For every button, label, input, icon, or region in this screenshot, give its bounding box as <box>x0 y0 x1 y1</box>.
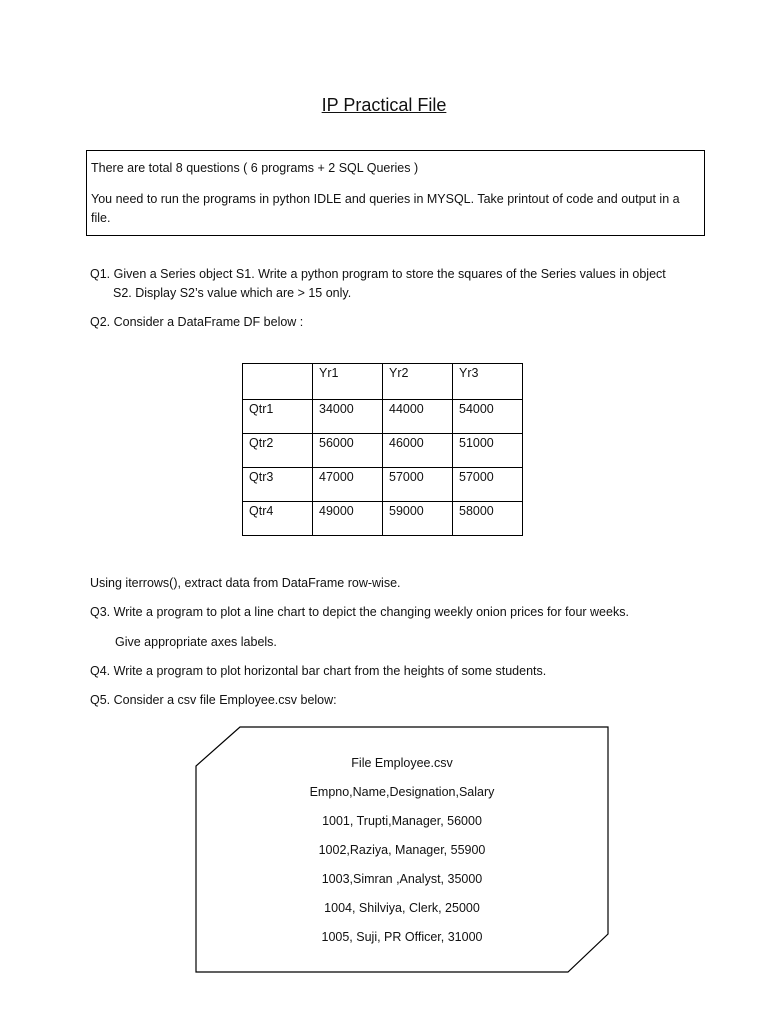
csv-line: 1004, Shilviya, Clerk, 25000 <box>324 901 480 915</box>
instructions-line-2: You need to run the programs in python IDLE and queries in MYSQL. Take printout of code and output in a file. <box>91 192 680 225</box>
table-cell: 44000 <box>383 400 453 434</box>
question-5: Q5. Consider a csv file Employee.csv below: <box>90 693 337 707</box>
table-header-row <box>243 364 523 400</box>
csv-line: 1005, Suji, PR Officer, 31000 <box>321 930 483 944</box>
csv-line: 1001, Trupti,Manager, 56000 <box>322 814 482 828</box>
table-row <box>243 468 523 502</box>
question-2: Q2. Consider a DataFrame DF below : <box>90 315 304 329</box>
table-cell: Qtr1 <box>243 400 313 434</box>
instructions-box <box>86 150 705 236</box>
csv-line: File Employee.csv <box>351 756 453 770</box>
question-1 <box>90 265 666 303</box>
table-row <box>243 400 523 434</box>
table-cell: Qtr4 <box>243 502 313 536</box>
question-1-line-1: Q1. Given a Series object S1. Write a python program to store the squares of the Series values in object <box>90 267 666 281</box>
table-cell: 47000 <box>313 468 383 502</box>
table-cell: 57000 <box>453 468 523 502</box>
table-cell: 51000 <box>453 434 523 468</box>
question-2-instruction: Using iterrows(), extract data from DataFrame row-wise. <box>90 576 401 590</box>
question-3-line-1: Q3. Write a program to plot a line chart to depict the changing weekly onion prices for four weeks. <box>90 605 629 619</box>
question-3-line-2: Give appropriate axes labels. <box>115 635 277 649</box>
table-cell: Yr1 <box>313 364 383 400</box>
table-cell <box>243 364 313 400</box>
page-title: IP Practical File <box>321 95 447 115</box>
table-cell: 58000 <box>453 502 523 536</box>
table-row <box>243 502 523 536</box>
table-cell: 56000 <box>313 434 383 468</box>
csv-line: 1002,Raziya, Manager, 55900 <box>318 843 486 857</box>
table-cell: Yr2 <box>383 364 453 400</box>
instructions-line-1: There are total 8 questions ( 6 programs + 2 SQL Queries ) <box>91 161 419 175</box>
table-cell: 46000 <box>383 434 453 468</box>
table-cell: Qtr2 <box>243 434 313 468</box>
csv-line: 1003,Simran ,Analyst, 35000 <box>321 872 483 886</box>
table-cell: Yr3 <box>453 364 523 400</box>
dataframe-table <box>242 363 523 536</box>
csv-file-box <box>195 726 609 974</box>
question-1-line-2: S2. Display S2’s value which are > 15 only. <box>113 286 352 300</box>
question-3 <box>90 603 629 652</box>
table-cell: 34000 <box>313 400 383 434</box>
table-cell: 54000 <box>453 400 523 434</box>
table-cell: Qtr3 <box>243 468 313 502</box>
table-cell: 59000 <box>383 502 453 536</box>
table-cell: 49000 <box>313 502 383 536</box>
table-row <box>243 434 523 468</box>
table-cell: 57000 <box>383 468 453 502</box>
csv-line: Empno,Name,Designation,Salary <box>309 785 495 799</box>
question-4: Q4. Write a program to plot horizontal bar chart from the heights of some students. <box>90 664 547 678</box>
csv-content <box>195 754 609 957</box>
